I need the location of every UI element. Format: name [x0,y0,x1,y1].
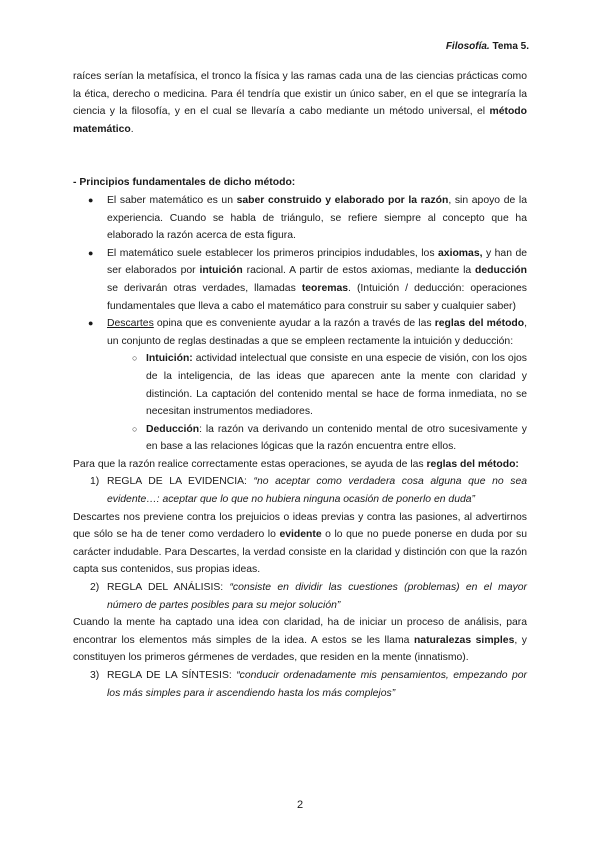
underlined-text: Descartes [107,318,154,330]
bold-text: Deducción [146,423,200,435]
bold-text: reglas del método: [426,458,519,470]
list-item [73,245,527,315]
text: Cuando la mente ha captado una idea con claridad, ha de iniciar un proceso de análisis, para encontrar los elementos más simples de la idea. A estos se les llama [73,617,527,646]
rule-number: 2) [90,582,100,594]
rule-label: REGLA DEL ANÁLISIS: [107,582,230,594]
list-item [73,192,527,245]
rule-quote: “conducir ordenadamente mis pensamientos, empezando por los más simples para ir ascendiendo hasta los más complejos” [107,670,527,699]
text: , un conjunto de reglas destinadas a que se empleen rectamente la intuición y deducción: [107,318,528,347]
bold-text: Intuición: [146,353,193,365]
bold-text: reglas del método [434,318,525,330]
bold-text: naturalezas simples [413,634,515,646]
text: y han de ser elaborados por [107,247,528,277]
spacer [73,138,527,170]
rule-quote: “no aceptar como verdadera cosa alguna que no sea evidente…: aceptar que lo que no hubiera ninguna ocasión de ponerlo en duda” [107,476,528,506]
bold-text: evidente [279,529,322,541]
intro-bold: método matemático [73,106,527,135]
sub-list-item [107,421,527,456]
text: El saber matemático es un [107,194,237,206]
evidence-paragraph [73,509,527,579]
text: , sin apoyo de la experiencia. Cuando se habla de triángulo, se refiere siempre al concepto que ha elaborado la razón acerca de esta figura. [107,194,527,242]
rule-quote: “consiste en dividir las cuestiones (problemas) en el mayor número de partes posibles para su mejor solución” [107,582,528,611]
bold-text: deducción [475,265,527,277]
page-number: 2 [296,799,304,811]
rules-list [73,473,527,508]
rule-label: REGLA DE LA SÍNTESIS: [107,670,237,681]
analysis-paragraph [73,614,527,667]
text: El matemático suele establecer los primeros principios indudables, los [107,247,439,259]
text: Descartes nos previene contra los prejuicios o ideas previas y contra las pasiones, al advertirnos que sólo se ha de tener como verdadero lo [73,511,527,541]
text: racional. A partir de estos axiomas, mediante la [242,265,476,277]
bold-text: intuición [199,265,243,277]
text: o lo que no puede ponerse en duda por su carácter indudable. Para Descartes, la verdad consiste en la claridad y distinción con que la razón capta sus contenidos, sus propias ideas. [73,529,527,576]
list-item [73,315,527,456]
text: , y constituyen los primeros gérmenes de verdades, que residen en la mente (innatismo). [73,634,527,664]
principles-list [73,192,527,456]
rules-list [73,579,527,614]
text: se derivarán otras verdades, llamadas [107,282,302,294]
rule-label: REGLA DE LA EVIDENCIA: [107,476,254,488]
sub-list [107,350,527,456]
rule-number: 1) [90,476,100,488]
bold-text: axiomas, [438,247,483,259]
page-header [446,38,529,56]
text: opina que es conveniente ayudar a la razón a través de las [153,318,435,330]
bold-text: teoremas [301,282,349,294]
rules-intro-paragraph [73,456,527,474]
rule-item [73,667,527,702]
text: . (Intuición / deducción: operaciones fundamentales que lleva a cabo el matemático para construir su saber y cualquier saber) [107,282,527,312]
text: : la razón va derivando un contenido mental de otro sucesivamente y en base a las relaciones lógicas que la razón encuentra entre ellos. [146,423,527,453]
header-subject: Filosofía. [445,41,490,52]
page-content [73,68,527,702]
section-heading: - Principios fundamentales de dicho método: [73,177,296,189]
header-topic: Tema 5. [492,41,529,52]
rule-number: 3) [90,670,100,681]
text: Para que la razón realice correctamente estas operaciones, se ayuda de las [73,458,427,470]
intro-text: raíces serían la metafísica, el tronco la física y las ramas cada una de las ciencias prácticas como la ética, derecho o medicina. Para él tendría que existir un único saber, en el que se integraría la ciencia y la filosofía, y en el cual se llevaría a cabo mediante un método universal, el [73,71,527,118]
sub-list-item [107,350,527,420]
intro-paragraph [73,68,527,138]
bold-text: saber construido y elaborado por la razón [236,194,449,206]
rule-item [73,473,527,508]
intro-end: . [130,123,134,135]
rule-item [73,579,527,614]
rules-list [73,667,527,702]
text: actividad intelectual que consiste en una especie de visión, con los ojos de la inteligencia, de las ideas que aparecen ante la mente con claridad y distinción. La captación del contenido mental se hace de forma inmediata, no se necesitan instrumentos mediadores. [146,353,527,418]
